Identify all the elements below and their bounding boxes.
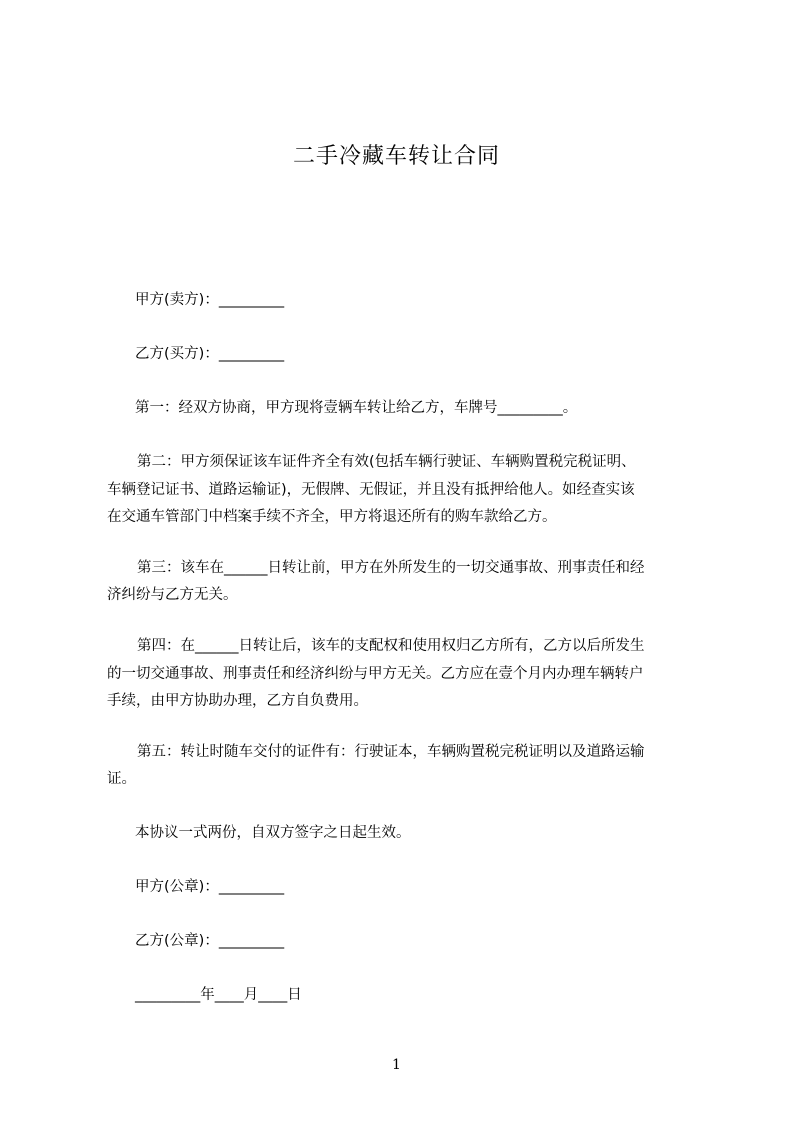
clause-5-line-1: 第五：转让时随车交付的证件有：行驶证本，车辆购置税完税证明以及道路运输 (137, 744, 645, 760)
clause-3-line-1: 第三：该车在______日转让前，甲方在外所发生的一切交通事故、刑事责任和经 (137, 560, 645, 576)
agreement-effective: 本协议一式两份，自双方签字之日起生效。 (135, 825, 411, 841)
clause-5-line-2: 证。 (107, 771, 136, 787)
clause-4-line-2: 的一切交通事故、刑事责任和经济纠纷与甲方无关。乙方应在壹个月内办理车辆转户 (107, 666, 644, 682)
party-b-seal: 乙方(公章)：_________ (135, 933, 285, 949)
party-a-seller: 甲方(卖方)：_________ (135, 292, 285, 308)
clause-3-line-2: 济纠纷与乙方无关。 (107, 587, 238, 603)
clause-2-line-2: 车辆登记证书、道路运输证)，无假牌、无假证，并且没有抵押给他人。如经查实该 (107, 482, 635, 498)
party-a-seal: 甲方(公章)：_________ (135, 879, 285, 895)
party-b-buyer: 乙方(买方)：_________ (135, 346, 285, 362)
page-number: 1 (392, 1057, 401, 1073)
clause-2-line-3: 在交通车管部门中档案手续不齐全，甲方将退还所有的购车款给乙方。 (107, 509, 557, 525)
clause-4-line-1: 第四：在______日转让后，该车的支配权和使用权归乙方所有，乙方以后所发生 (137, 638, 645, 654)
clause-2-line-1: 第二：甲方须保证该车证件齐全有效(包括车辆行驶证、车辆购置税完税证明、 (137, 454, 636, 470)
clause-1: 第一：经双方协商，甲方现将壹辆车转让给乙方，车牌号_________。 (135, 400, 578, 416)
signing-date: _________年____月____日 (135, 987, 302, 1003)
clause-4-line-3: 手续，由甲方协助办理，乙方自负费用。 (107, 693, 368, 709)
document-title: 二手冷藏车转让合同 (292, 144, 500, 169)
